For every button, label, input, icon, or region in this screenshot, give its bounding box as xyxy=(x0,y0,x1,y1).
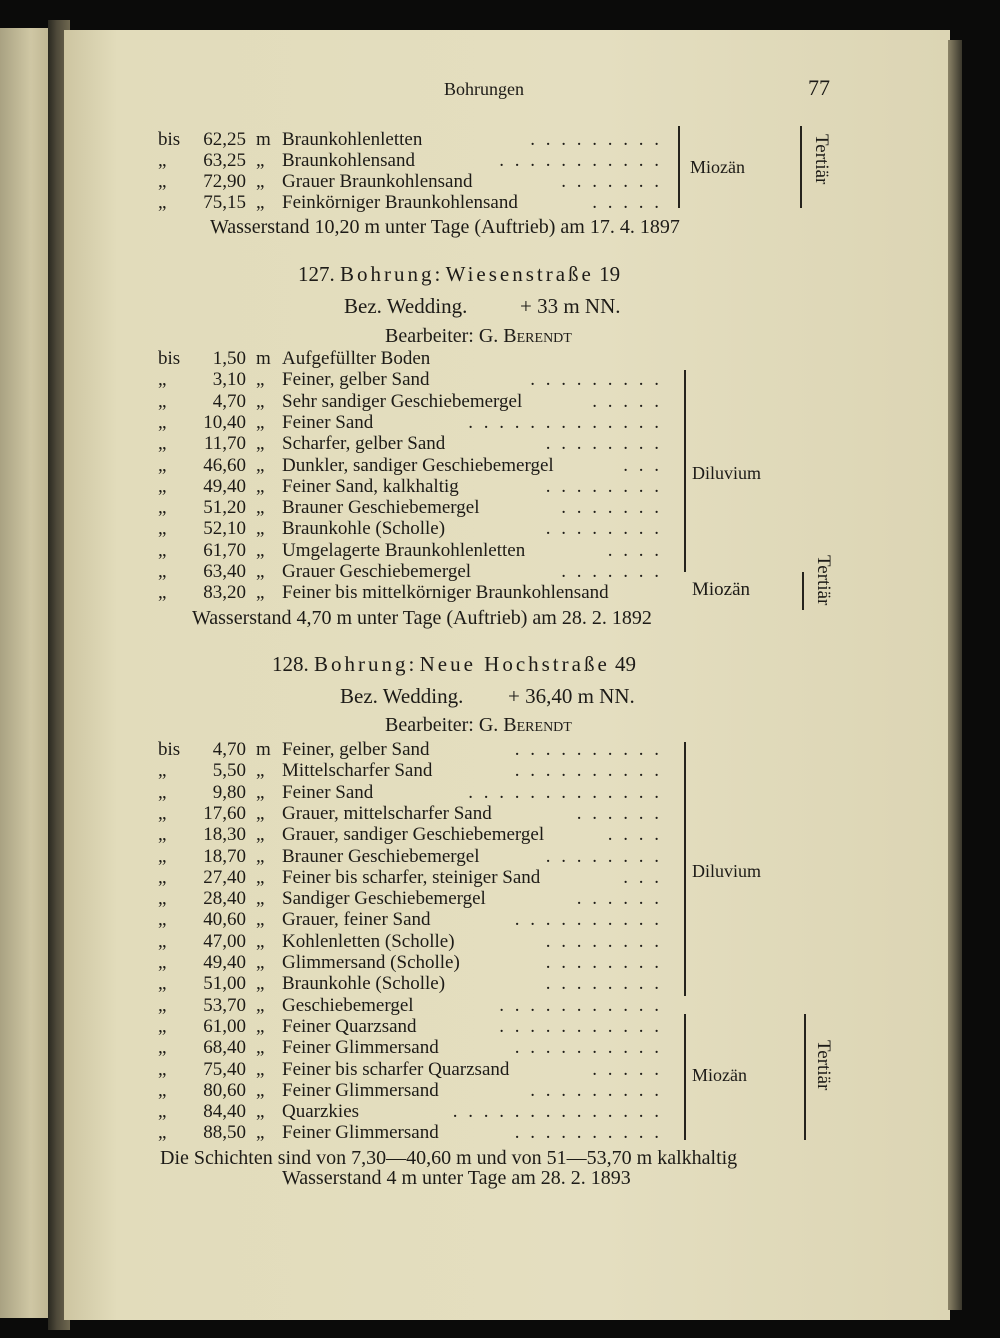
b127-number: 127. xyxy=(298,262,335,286)
row-depth: 49,40 xyxy=(203,952,246,973)
b128-group-label: Diluvium xyxy=(692,861,762,881)
b128-note: Die Schichten sind von 7,30—40,60 m und von 51—53,70 m kalkhaltig xyxy=(160,1147,738,1169)
b127-elevation: + 33 m NN. xyxy=(520,294,621,318)
row-leader-dots: . . . . . . . . . . . xyxy=(499,1015,662,1037)
row-unit: „ xyxy=(256,1037,265,1059)
b128-place: Neue Hochstraße xyxy=(419,652,610,676)
row-prefix: „ xyxy=(158,582,167,604)
row-description: Grauer, feiner Sand xyxy=(282,909,431,931)
row-prefix: „ xyxy=(158,171,167,192)
b128-editor-label: Bearbeiter: G. xyxy=(385,714,499,736)
row-depth: 75,40 xyxy=(203,1058,246,1080)
row-depth: 40,60 xyxy=(203,909,246,931)
row-depth: 49,40 xyxy=(203,475,246,497)
row-depth: 51,00 xyxy=(203,973,246,995)
row-prefix: „ xyxy=(158,411,167,433)
row-description: Feiner Glimmersand xyxy=(282,1079,439,1101)
row-depth: 46,60 xyxy=(203,454,246,476)
row-prefix: „ xyxy=(158,994,167,1016)
row-unit: „ xyxy=(256,909,265,931)
row-prefix: „ xyxy=(158,973,167,995)
row-unit: „ xyxy=(256,994,265,1016)
row-depth: 61,00 xyxy=(203,1015,246,1037)
row-unit: „ xyxy=(256,497,265,519)
prev-outer-label: Tertiär xyxy=(811,134,832,185)
row-leader-dots: . . . . . . . . xyxy=(545,845,662,867)
b128-editor-name: Berendt xyxy=(503,714,572,736)
row-prefix: „ xyxy=(158,802,167,824)
row-prefix: bis xyxy=(158,739,181,760)
row-description: Sehr sandiger Geschiebemergel xyxy=(282,390,523,412)
row-unit: „ xyxy=(256,888,265,910)
row-description: Braunkohle (Scholle) xyxy=(282,518,446,540)
row-unit: „ xyxy=(256,454,265,476)
row-description: Feiner Sand xyxy=(282,781,374,803)
row-prefix: „ xyxy=(158,1101,167,1123)
row-prefix: „ xyxy=(158,845,167,867)
row-unit: „ xyxy=(256,171,265,192)
row-description: Mittelscharfer Sand xyxy=(282,760,433,782)
row-prefix: „ xyxy=(158,497,167,519)
row-leader-dots: . . . . . . . . . . xyxy=(514,1122,662,1144)
row-prefix: „ xyxy=(158,1058,167,1080)
row-leader-dots: . . . . . xyxy=(592,390,662,412)
row-depth: 18,30 xyxy=(203,824,246,846)
b128-word: Bohrung xyxy=(314,652,409,676)
b128-miozan-label: Miozän xyxy=(692,1065,747,1085)
b128-outer-label: Tertiär xyxy=(813,1040,834,1091)
row-depth: 27,40 xyxy=(203,866,246,888)
b128-tertiar-brace xyxy=(794,1014,806,1140)
page-number: 77 xyxy=(808,75,830,100)
row-prefix: „ xyxy=(158,866,167,888)
row-prefix: „ xyxy=(158,454,167,476)
row-leader-dots: . . . . . . . . . xyxy=(530,1079,662,1101)
row-description: Braunkohle (Scholle) xyxy=(282,973,446,995)
row-prefix: bis xyxy=(158,129,181,150)
row-leader-dots: . . . . . . . . . xyxy=(530,129,662,150)
row-depth: 62,25 xyxy=(203,129,246,150)
row-description: Brauner Geschiebemergel xyxy=(282,845,480,867)
row-depth: 4,70 xyxy=(212,739,246,760)
row-leader-dots: . . . . . . . . xyxy=(545,433,662,455)
row-depth: 47,00 xyxy=(203,930,246,952)
row-leader-dots: . . . . . . . . . . . xyxy=(499,994,662,1016)
row-depth: 4,70 xyxy=(212,390,246,412)
row-leader-dots: . . . . . . . xyxy=(561,171,662,192)
row-leader-dots: . . . . . . . . . . xyxy=(514,1037,662,1059)
row-unit: m xyxy=(256,348,271,369)
row-depth: 10,40 xyxy=(203,411,246,433)
row-leader-dots: . . . . . . . . xyxy=(545,475,662,497)
row-depth: 63,25 xyxy=(203,150,246,171)
row-depth: 11,70 xyxy=(203,433,246,455)
row-description: Geschiebemergel xyxy=(282,994,414,1016)
row-description: Feiner Sand xyxy=(282,411,374,433)
prev-group-label: Miozän xyxy=(690,157,745,177)
row-prefix: bis xyxy=(158,348,181,369)
row-prefix: „ xyxy=(158,760,167,782)
b127-outer-label: Tertiär xyxy=(813,555,834,606)
row-description: Feinkörniger Braunkohlensand xyxy=(282,192,518,213)
row-unit: „ xyxy=(256,192,265,213)
row-prefix: „ xyxy=(158,952,167,973)
row-leader-dots: . . . xyxy=(623,454,662,476)
row-prefix: „ xyxy=(158,1037,167,1059)
row-unit: „ xyxy=(256,539,265,561)
row-unit: „ xyxy=(256,475,265,497)
row-unit: „ xyxy=(256,930,265,952)
b128-editor xyxy=(385,715,572,735)
row-unit: „ xyxy=(256,1058,265,1080)
b128-number: 128. xyxy=(272,652,309,676)
row-description: Feiner bis mittelkörniger Braunkohlensand xyxy=(282,582,609,604)
row-unit: „ xyxy=(256,390,265,412)
row-leader-dots: . . . . . . . . . . . . . xyxy=(468,411,662,433)
row-depth: 3,10 xyxy=(212,369,246,391)
row-leader-dots: . . . . . . . . . . xyxy=(514,760,662,782)
row-description: Feiner, gelber Sand xyxy=(282,369,430,391)
row-description: Feiner Glimmersand xyxy=(282,1037,439,1059)
b128-district: Bez. Wedding. xyxy=(340,684,464,708)
row-description: Feiner bis scharfer, steiniger Sand xyxy=(282,866,541,888)
row-depth: 68,40 xyxy=(203,1037,246,1059)
row-unit: „ xyxy=(256,1015,265,1037)
row-leader-dots: . . . . . . . . . xyxy=(530,369,662,391)
row-unit: „ xyxy=(256,561,265,582)
row-prefix: „ xyxy=(158,1015,167,1037)
row-depth: 63,40 xyxy=(203,561,246,582)
row-depth: 18,70 xyxy=(203,845,246,867)
b128-nr: 49 xyxy=(615,652,637,676)
row-description: Feiner Sand, kalkhaltig xyxy=(282,475,459,497)
row-depth: 84,40 xyxy=(203,1101,246,1123)
b127-editor-name: Berendt xyxy=(503,325,572,347)
row-unit: m xyxy=(256,129,271,150)
b128-diluvium-brace xyxy=(674,742,686,996)
row-unit: „ xyxy=(256,150,265,171)
b127-diluvium-brace xyxy=(674,370,686,572)
row-description: Dunkler, sandiger Geschiebemergel xyxy=(282,454,554,476)
row-depth: 28,40 xyxy=(203,888,246,910)
row-depth: 83,20 xyxy=(203,582,246,604)
b127-district: Bez. Wedding. xyxy=(344,294,468,318)
row-description: Quarzkies xyxy=(282,1101,360,1123)
row-unit: m xyxy=(256,739,271,760)
row-description: Scharfer, gelber Sand xyxy=(282,433,446,455)
row-depth: 75,15 xyxy=(203,192,246,213)
b127-word: Bohrung xyxy=(340,262,435,286)
row-prefix: „ xyxy=(158,909,167,931)
row-unit: „ xyxy=(256,845,265,867)
row-description: Grauer, mittelscharfer Sand xyxy=(282,802,492,824)
b127-title: 127. Bohrung: Wiesenstraße 19 xyxy=(298,262,621,286)
row-description: Aufgefüllter Boden xyxy=(282,348,431,369)
row-prefix: „ xyxy=(158,888,167,910)
row-unit: „ xyxy=(256,369,265,391)
row-unit: „ xyxy=(256,518,265,540)
row-prefix: „ xyxy=(158,561,167,582)
row-depth: 5,50 xyxy=(212,760,246,782)
row-prefix: „ xyxy=(158,192,167,213)
running-title: Bohrungen xyxy=(444,79,524,99)
b127-editor xyxy=(385,326,572,346)
row-unit: „ xyxy=(256,582,265,604)
b127-editor-label: Bearbeiter: G. xyxy=(385,325,499,347)
row-description: Kohlenletten (Scholle) xyxy=(282,930,455,952)
row-prefix: „ xyxy=(158,390,167,412)
row-description: Feiner, gelber Sand xyxy=(282,739,430,760)
row-prefix: „ xyxy=(158,369,167,391)
row-leader-dots: . . . . . . . . . . . . . xyxy=(468,781,662,803)
row-prefix: „ xyxy=(158,824,167,846)
row-description: Feiner Glimmersand xyxy=(282,1122,439,1144)
b127-nr: 19 xyxy=(599,262,621,286)
row-unit: „ xyxy=(256,433,265,455)
row-unit: „ xyxy=(256,973,265,995)
row-leader-dots: . . . . . . xyxy=(576,888,662,910)
row-leader-dots: . . . . . . . . xyxy=(545,973,662,995)
row-unit: „ xyxy=(256,952,265,973)
row-depth: 9,80 xyxy=(212,781,246,803)
row-description: Umgelagerte Braunkohlenletten xyxy=(282,539,526,561)
row-prefix: „ xyxy=(158,518,167,540)
row-prefix: „ xyxy=(158,150,167,171)
row-leader-dots: . . . . . xyxy=(592,192,662,213)
prev-water-level: Wasserstand 10,20 m unter Tage (Auftrieb) am 17. 4. 1897 xyxy=(210,216,680,238)
row-prefix: „ xyxy=(158,781,167,803)
row-leader-dots: . . . . . . . xyxy=(561,561,662,582)
row-leader-dots: . . . . . . . . xyxy=(545,930,662,952)
row-depth: 53,70 xyxy=(203,994,246,1016)
row-leader-dots: . . . . . . . xyxy=(561,497,662,519)
row-description: Braunkohlenletten xyxy=(282,129,423,150)
row-unit: „ xyxy=(256,760,265,782)
row-description: Sandiger Geschiebemergel xyxy=(282,888,486,910)
row-leader-dots: . . . . . . . . . . xyxy=(514,909,662,931)
page-edge xyxy=(948,40,962,1310)
row-description: Glimmersand (Scholle) xyxy=(282,952,460,973)
row-prefix: „ xyxy=(158,1079,167,1101)
row-unit: „ xyxy=(256,802,265,824)
row-prefix: „ xyxy=(158,475,167,497)
b127-group-label: Diluvium xyxy=(692,463,762,483)
row-depth: 1,50 xyxy=(212,348,246,369)
row-depth: 88,50 xyxy=(203,1122,246,1144)
row-leader-dots: . . . . . . . . xyxy=(545,518,662,540)
row-leader-dots: . . . . . . . . . . . . . . xyxy=(452,1101,662,1123)
b127-tertiar-brace xyxy=(794,572,804,610)
row-leader-dots: . . . xyxy=(623,866,662,888)
row-unit: „ xyxy=(256,1101,265,1123)
row-depth: 51,20 xyxy=(203,497,246,519)
row-description: Braunkohlensand xyxy=(282,150,415,171)
row-leader-dots: . . . . . . . . . . . xyxy=(499,150,662,171)
b127-water-level: Wasserstand 4,70 m unter Tage (Auftrieb) am 28. 2. 1892 xyxy=(192,607,652,629)
row-depth: 17,60 xyxy=(203,802,246,824)
tertiar-brace xyxy=(790,126,802,208)
miozan-brace xyxy=(668,126,680,208)
row-depth: 80,60 xyxy=(203,1079,246,1101)
row-prefix: „ xyxy=(158,433,167,455)
row-description: Feiner bis scharfer Quarzsand xyxy=(282,1058,510,1080)
row-unit: „ xyxy=(256,866,265,888)
row-unit: „ xyxy=(256,1122,265,1144)
row-prefix: „ xyxy=(158,539,167,561)
b127-place: Wiesenstraße xyxy=(445,262,594,286)
row-description: Feiner Quarzsand xyxy=(282,1015,417,1037)
row-leader-dots: . . . . xyxy=(607,539,662,561)
row-description: Grauer Braunkohlensand xyxy=(282,171,473,192)
row-leader-dots: . . . . . xyxy=(592,1058,662,1080)
row-depth: 72,90 xyxy=(203,171,246,192)
row-leader-dots: . . . . xyxy=(607,824,662,846)
row-unit: „ xyxy=(256,1079,265,1101)
row-leader-dots: . . . . . . . . . . xyxy=(514,739,662,760)
b128-miozan-brace xyxy=(674,1014,686,1140)
row-unit: „ xyxy=(256,781,265,803)
b128-title: 128. Bohrung: Neue Hochstraße 49 xyxy=(272,652,637,676)
row-depth: 61,70 xyxy=(203,539,246,561)
b128-elevation: + 36,40 m NN. xyxy=(508,684,635,708)
row-leader-dots: . . . . . . xyxy=(576,802,662,824)
row-leader-dots: . . . . . . . . xyxy=(545,952,662,973)
row-depth: 52,10 xyxy=(203,518,246,540)
row-unit: „ xyxy=(256,411,265,433)
b128-water-level: Wasserstand 4 m unter Tage am 28. 2. 1893 xyxy=(282,1167,631,1189)
row-description: Grauer Geschiebemergel xyxy=(282,561,472,582)
b127-miozan-label: Miozän xyxy=(692,579,751,600)
row-prefix: „ xyxy=(158,930,167,952)
row-unit: „ xyxy=(256,824,265,846)
row-prefix: „ xyxy=(158,1122,167,1144)
row-description: Grauer, sandiger Geschiebemergel xyxy=(282,824,545,846)
row-description: Brauner Geschiebemergel xyxy=(282,497,480,519)
